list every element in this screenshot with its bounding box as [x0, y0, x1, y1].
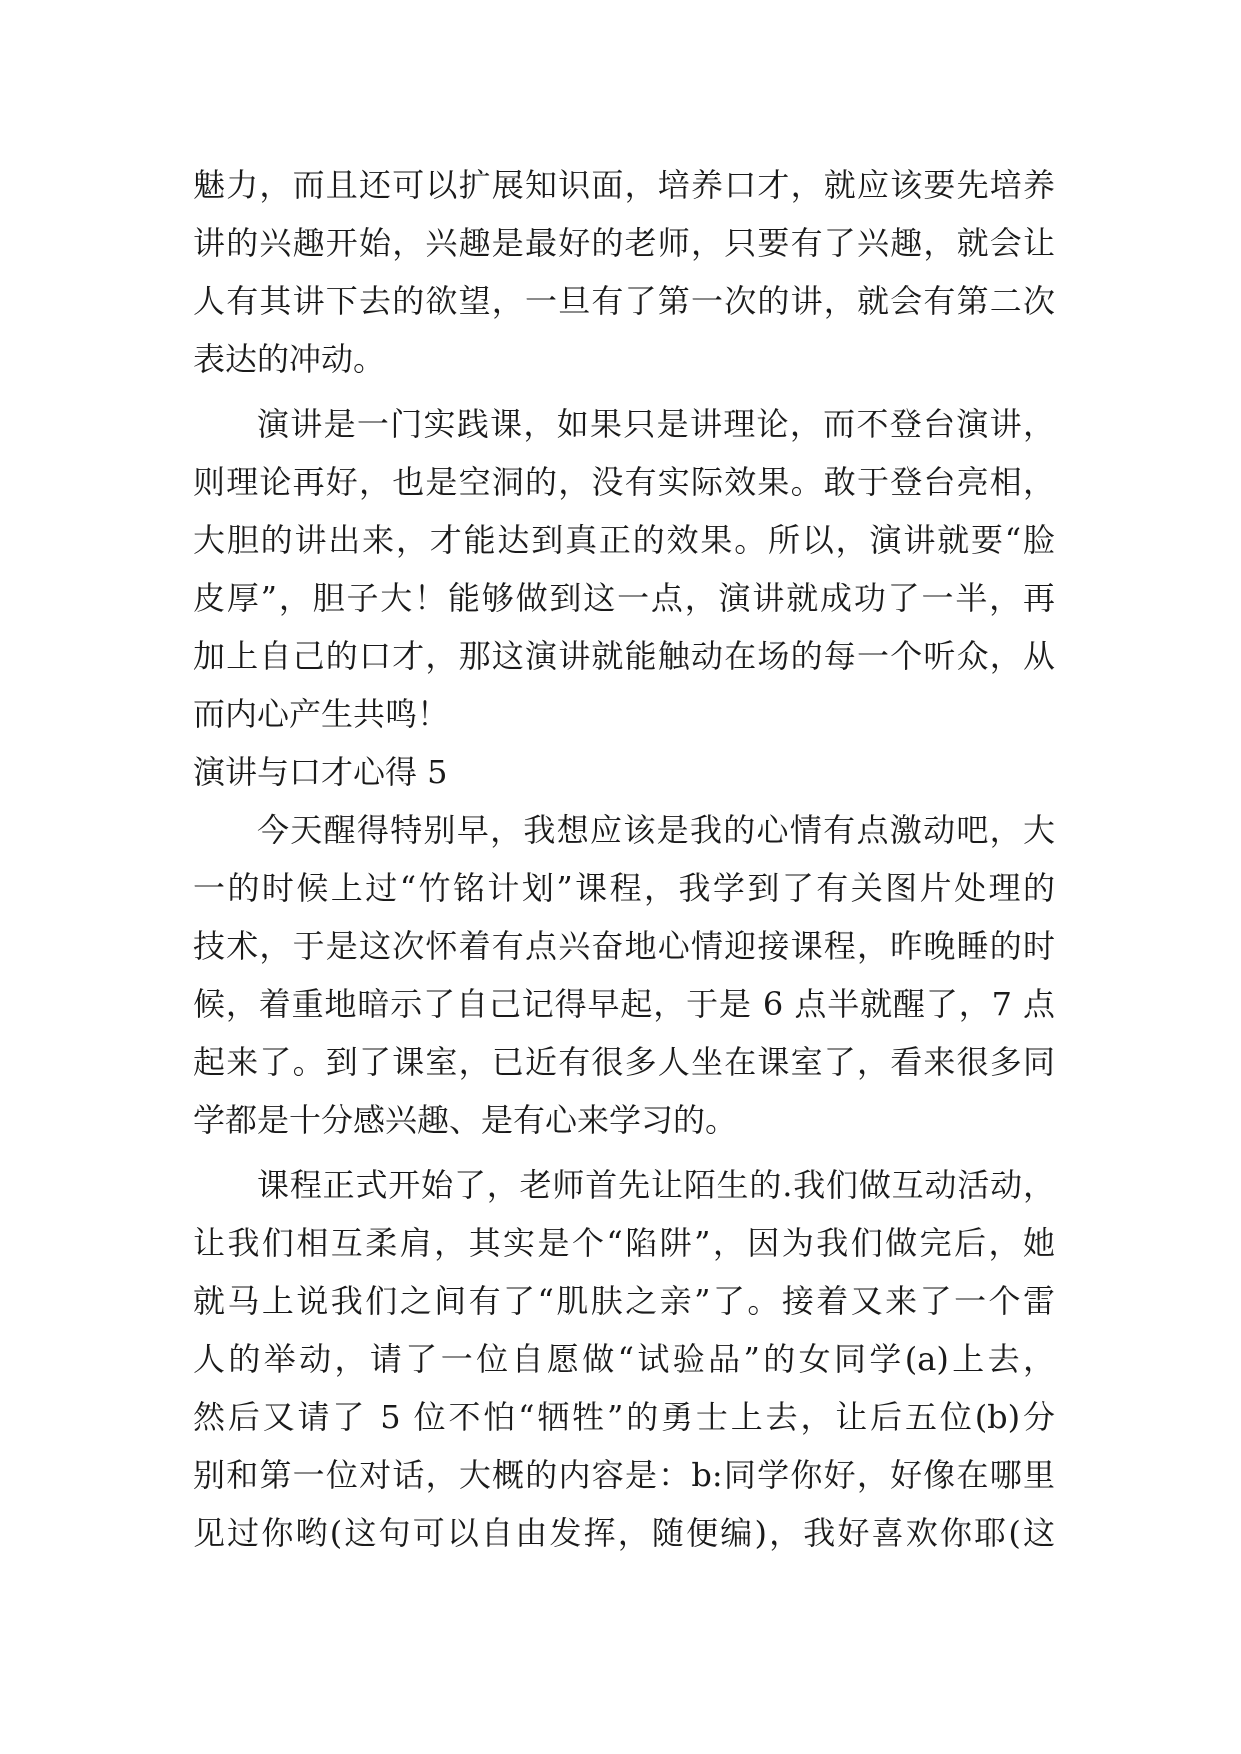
text-line: 皮厚”，胆子大！能够做到这一点，演讲就成功了一半，再	[193, 579, 1055, 617]
text-line: 学都是十分感兴趣、是有心来学习的。	[193, 1101, 738, 1139]
paragraph	[193, 395, 1055, 743]
text-line: 而内心产生共鸣！	[193, 695, 450, 733]
text-line: 别和第一位对话，大概的内容是：b:同学你好，好像在哪里	[193, 1456, 1055, 1494]
document-body	[193, 156, 1055, 1562]
section-heading	[193, 743, 1055, 801]
text-line: 加上自己的口才，那这演讲就能触动在场的每一个听众，从	[193, 637, 1055, 675]
text-line: 就马上说我们之间有了“肌肤之亲”了。接着又来了一个雷	[193, 1282, 1055, 1320]
text-line: 技术，于是这次怀着有点兴奋地心情迎接课程，昨晚睡的时	[193, 927, 1055, 965]
text-line: 课程正式开始了，老师首先让陌生的.我们做互动活动，	[257, 1166, 1055, 1204]
text-line: 人的举动，请了一位自愿做“试验品”的女同学(a)上去，	[193, 1340, 1055, 1378]
text-line: 起来了。到了课室，已近有很多人坐在课室了，看来很多同	[193, 1043, 1055, 1081]
text-line: 表达的冲动。	[193, 340, 386, 378]
text-line: 让我们相互柔肩，其实是个“陷阱”，因为我们做完后，她	[193, 1224, 1055, 1262]
text-line: 讲的兴趣开始，兴趣是最好的老师，只要有了兴趣，就会让	[193, 224, 1055, 262]
text-line: 今天醒得特别早，我想应该是我的心情有点激动吧，大	[257, 811, 1055, 849]
text-line: 人有其讲下去的欲望，一旦有了第一次的讲，就会有第二次	[193, 282, 1055, 320]
paragraph	[193, 801, 1055, 1149]
text-line: 然后又请了 5 位不怕“牺牲”的勇士上去，让后五位(b)分	[193, 1398, 1055, 1436]
paragraph	[193, 156, 1055, 388]
text-line: 则理论再好，也是空洞的，没有实际效果。敢于登台亮相，	[193, 463, 1055, 501]
heading-text: 演讲与口才心得 5	[193, 753, 448, 791]
text-line: 一的时候上过“竹铭计划”课程，我学到了有关图片处理的	[193, 869, 1055, 907]
text-line: 候，着重地暗示了自己记得早起，于是 6 点半就醒了，7 点	[193, 985, 1055, 1023]
text-line: 魅力，而且还可以扩展知识面，培养口才，就应该要先培养	[193, 166, 1055, 204]
paragraph	[193, 1156, 1055, 1562]
text-line: 大胆的讲出来，才能达到真正的效果。所以，演讲就要“脸	[193, 521, 1055, 559]
text-line: 演讲是一门实践课，如果只是讲理论，而不登台演讲，	[257, 405, 1055, 443]
text-line: 见过你哟(这句可以自由发挥，随便编)，我好喜欢你耶(这	[193, 1514, 1055, 1552]
